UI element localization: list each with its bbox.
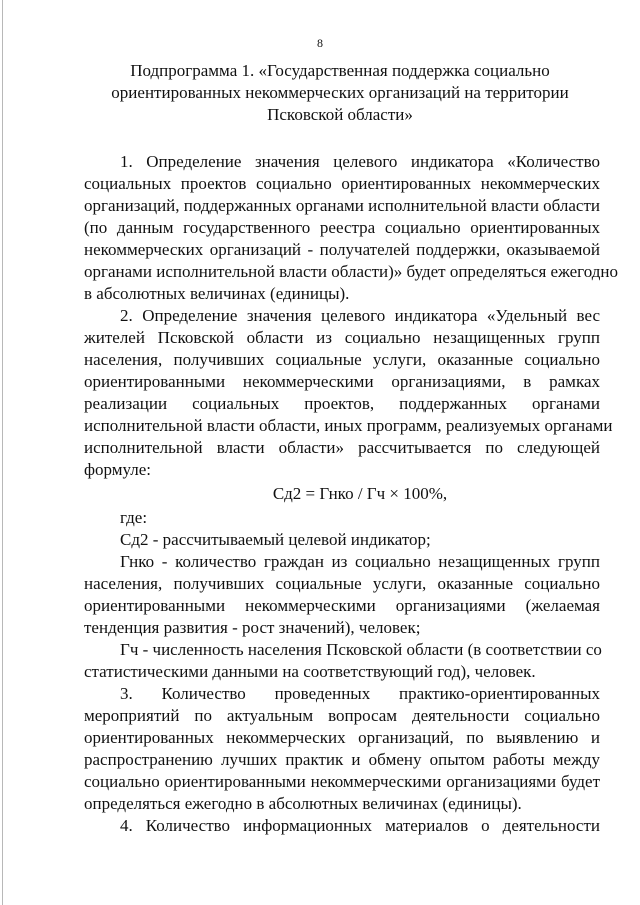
- paragraph-line: населения, получивших социальные услуги, оказанные социально: [84, 574, 600, 593]
- paragraph-line: организаций, поддержанных органами исполнительной власти области: [84, 196, 600, 215]
- paragraph-line: Гнко - количество граждан из социально незащищенных групп: [120, 552, 600, 571]
- paragraph-line: мероприятий по актуальным вопросам деятельности социально: [84, 706, 600, 725]
- paragraph-line: определяться ежегодно в абсолютных величинах (единицы).: [84, 794, 522, 813]
- paragraph-line: тенденция развития - рост значений), человек;: [84, 618, 421, 637]
- paragraph-line: некоммерческих организаций - получателей поддержки, оказываемой: [84, 240, 600, 259]
- scan-edge: [2, 0, 3, 905]
- paragraph-line: Сд2 - рассчитываемый целевой индикатор;: [120, 530, 431, 549]
- paragraph-line: формуле:: [84, 460, 152, 479]
- paragraph-line: органами исполнительной власти области)» будет определяться ежегодно: [84, 262, 618, 281]
- title-line: Подпрограмма 1. «Государственная поддержка социально: [130, 61, 550, 80]
- paragraph-line: ориентированных некоммерческих организаций, по выявлению и: [84, 728, 600, 747]
- paragraph-line: в абсолютных величинах (единицы).: [84, 284, 350, 303]
- page-number: 8: [317, 36, 323, 50]
- document-body: [84, 151, 618, 837]
- paragraph-line: 4. Количество информационных материалов о деятельности: [120, 816, 600, 835]
- title-line: ориентированных некоммерческих организаций на территории: [111, 83, 569, 102]
- paragraph-line: Гч - численность населения Псковской области (в соответствии со: [120, 640, 602, 659]
- title-line: Псковской области»: [267, 105, 413, 124]
- paragraph-line: где:: [120, 508, 148, 527]
- paragraph-line: статистическими данными на соответствующий год), человек.: [84, 662, 536, 681]
- paragraph-line: исполнительной власти области, иных программ, реализуемых органами: [84, 416, 613, 435]
- paragraph-line: (по данным государственного реестра социально ориентированных: [84, 218, 600, 237]
- paragraph-line: населения, получивших социальные услуги, оказанные социально: [84, 350, 600, 369]
- paragraph-line: социальных проектов социально ориентированных некоммерческих: [84, 174, 600, 193]
- paragraph-line: распространению лучших практик и обмену опытом работы между: [84, 750, 600, 769]
- paragraph-line: ориентированными некоммерческими организациями (желаемая: [84, 596, 600, 615]
- paragraph-line: социально ориентированными некоммерческими организациями будет: [84, 772, 600, 791]
- paragraph-line: ориентированными некоммерческими организациями, в рамках: [84, 372, 600, 391]
- formula: Сд2 = Гнко / Гч × 100%,: [272, 484, 448, 503]
- paragraph-line: жителей Псковской области из социально незащищенных групп: [84, 328, 600, 347]
- paragraph-line: исполнительной власти области» рассчитывается по следующей: [84, 438, 600, 457]
- paragraph-line: 2. Определение значения целевого индикатора «Удельный вес: [120, 306, 600, 325]
- paragraph-line: 1. Определение значения целевого индикатора «Количество: [120, 152, 600, 171]
- paragraph-line: реализации социальных проектов, поддержанных органами: [84, 394, 600, 413]
- paragraph-line: 3. Количество проведенных практико-ориентированных: [120, 684, 600, 703]
- subprogram-title: [80, 60, 600, 126]
